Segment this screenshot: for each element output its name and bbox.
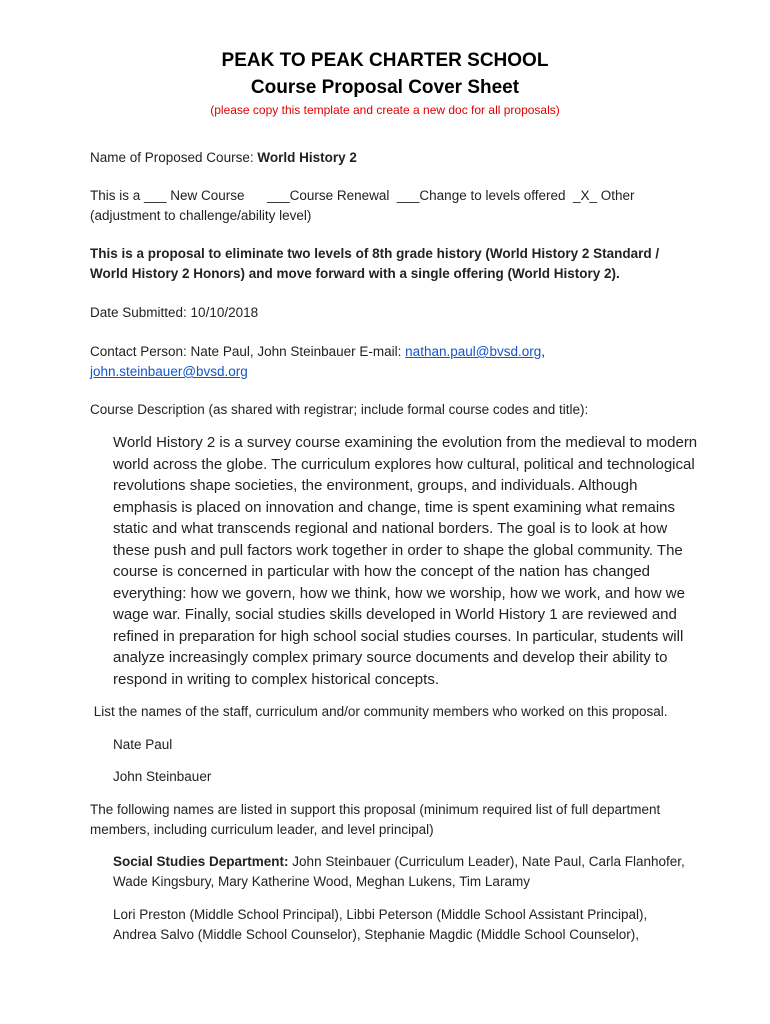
course-type-line: This is a ___ New Course ___Course Renewal ___Change to levels offered _X_ Other: [90, 188, 635, 203]
contact-line-2: [90, 362, 248, 382]
email-link-1[interactable]: nathan.paul@bvsd.org: [405, 344, 542, 359]
description-line: these push and pull factors work together in order to shape the global community. The: [113, 541, 683, 559]
contact-line: [90, 342, 545, 362]
description-line: respond in writing to complex historical concepts.: [113, 670, 439, 688]
proposal-statement-2: World History 2 Honors) and move forward with a single offering (World History 2).: [90, 266, 620, 281]
department-members: John Steinbauer (Curriculum Leader), Nate Paul, Carla Flanhofer,: [288, 854, 685, 869]
description-line: course is concerned in particular with how the concept of the nation has changed: [113, 563, 650, 580]
description-line: revolutions shape societies, the environment, groups, and individuals. Although: [113, 477, 638, 494]
staff-label: List the names of the staff, curriculum and/or community members who worked on this proposal.: [90, 704, 668, 719]
description-line: static and what transcends regional and national borders. The goal is to look at how: [113, 520, 668, 537]
template-note: (please copy this template and create a new doc for all proposals): [210, 103, 560, 117]
admin-line-1: Lori Preston (Middle School Principal), Libbi Peterson (Middle School Assistant Principal),: [113, 907, 648, 922]
staff-name: John Steinbauer: [113, 769, 212, 784]
course-name-label: Name of Proposed Course:: [90, 150, 258, 165]
email-link-2[interactable]: john.steinbauer@bvsd.org: [90, 364, 248, 379]
description-line: emphasis is placed on innovation and change, time is spent examining what remains: [113, 498, 675, 516]
page-title: Course Proposal Cover Sheet: [250, 77, 520, 98]
course-type-line-2: (adjustment to challenge/ability level): [90, 208, 312, 223]
contact-label: Contact Person: Nate Paul, John Steinbauer E-mail:: [90, 344, 406, 359]
staff-name: Nate Paul: [113, 737, 173, 752]
department-line: [113, 852, 685, 872]
description-label: Course Description (as shared with registrar; include formal course codes and title):: [90, 402, 589, 417]
description-line: refined in preparation for high school social studies courses. In particular, students will: [113, 627, 684, 645]
course-name-value: World History 2: [257, 150, 357, 165]
admin-line-2: Andrea Salvo (Middle School Counselor), Stephanie Magdic (Middle School Counselor),: [113, 927, 640, 942]
description-line: World History 2 is a survey course examining the evolution from the medieval to modern: [113, 434, 698, 451]
department-members-2: Wade Kingsbury, Mary Katherine Wood, Meghan Lukens, Tim Laramy: [113, 874, 530, 889]
department-label: Social Studies Department:: [113, 854, 289, 869]
proposal-statement-1: This is a proposal to eliminate two levels of 8th grade history (World History 2 Standard /: [90, 246, 660, 261]
description-line: world across the globe. The curriculum explores how cultural, political and technological: [113, 455, 695, 473]
course-description: [113, 432, 713, 690]
date-submitted: Date Submitted: 10/10/2018: [90, 305, 259, 320]
description-line: wage war. Finally, social studies skills developed in World History 1 are reviewed and: [113, 606, 677, 623]
course-name-line: [90, 148, 357, 168]
description-line: analyze increasingly complex primary source documents and develop their ability to: [113, 649, 668, 666]
description-line: everything: how we govern, how we think, how we worship, how we work, and how we: [113, 584, 685, 602]
contact-comma: ,: [541, 344, 545, 359]
support-intro-1: The following names are listed in support this proposal (minimum required list of full department: [90, 802, 661, 817]
support-intro-2: members, including curriculum leader, and level principal): [90, 822, 434, 837]
school-name: PEAK TO PEAK CHARTER SCHOOL: [221, 50, 549, 71]
